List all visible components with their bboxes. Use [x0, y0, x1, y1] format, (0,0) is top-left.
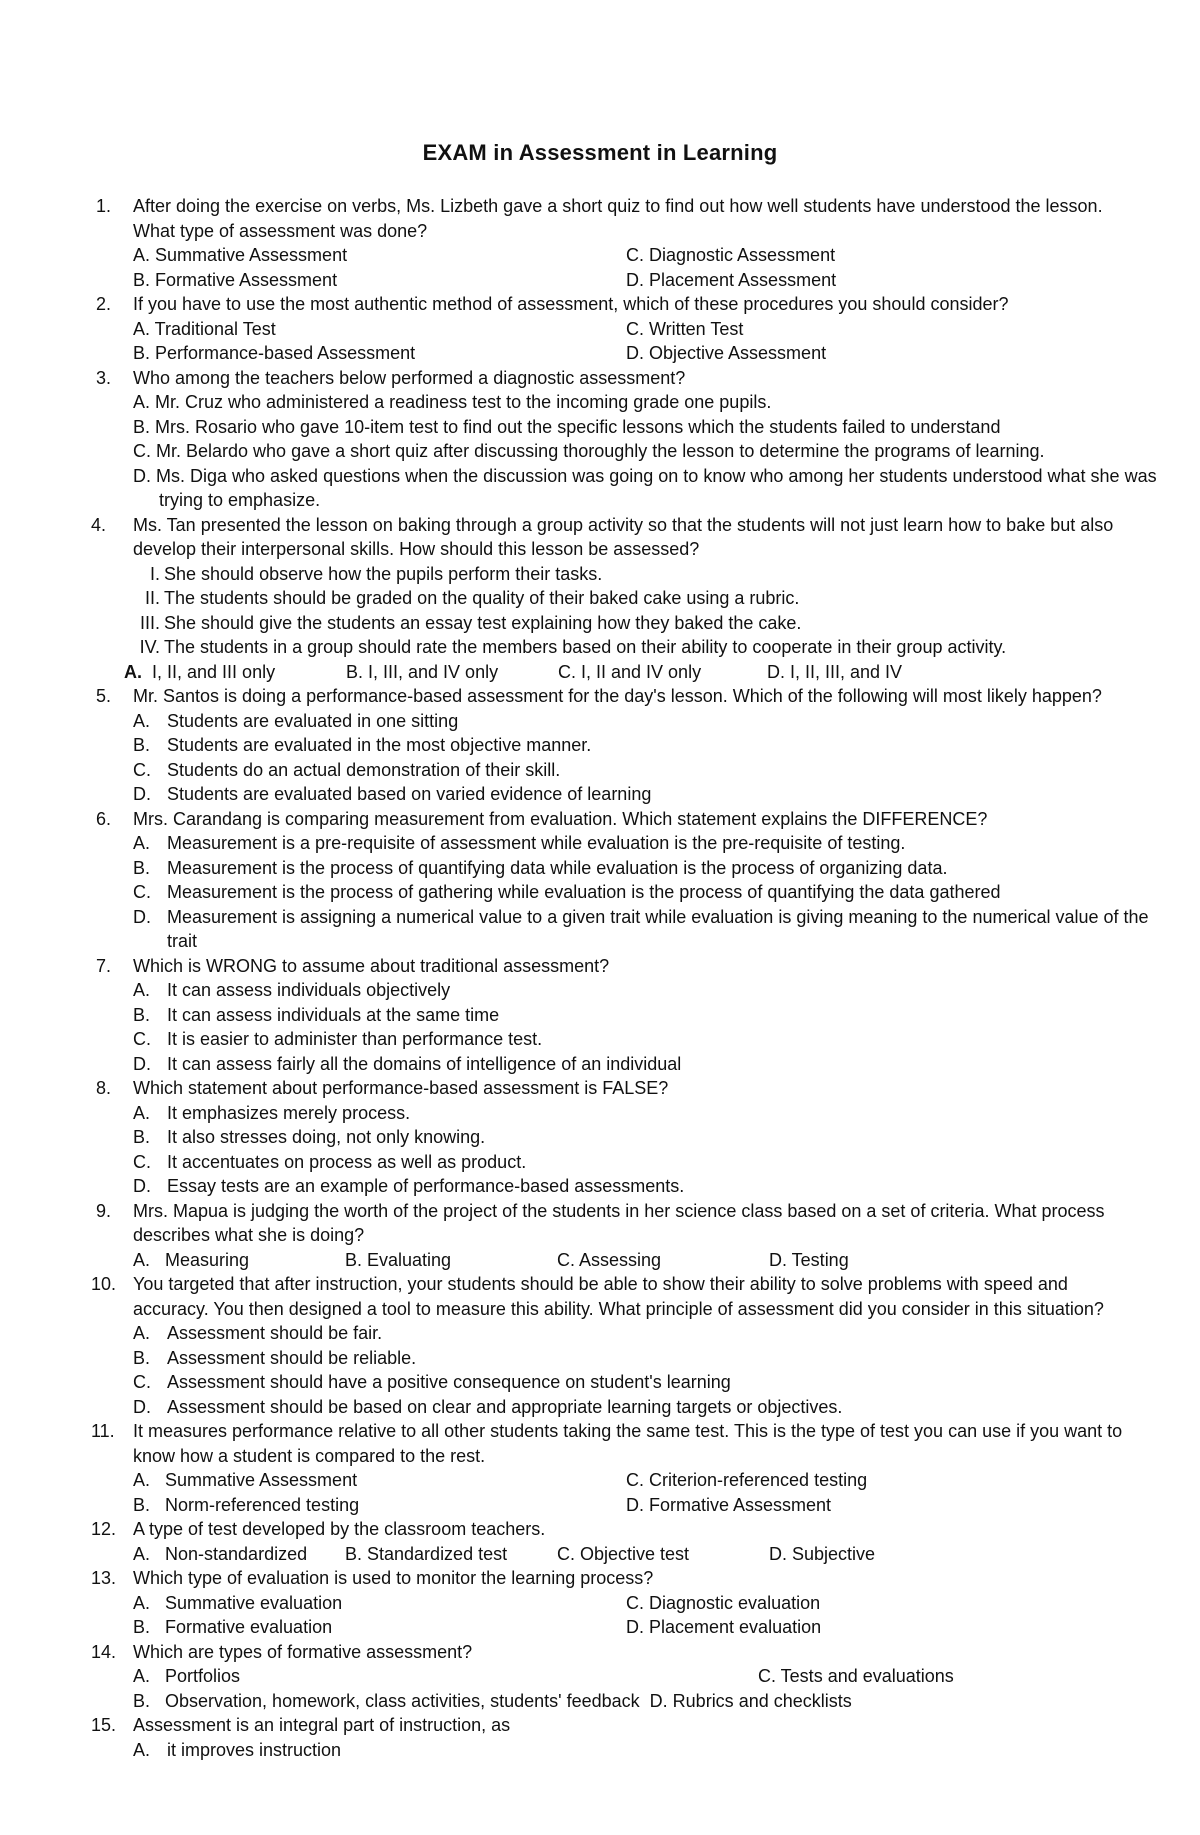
options-row: [133, 1664, 1200, 1689]
option-d: [133, 1052, 1200, 1077]
question-text: A type of test developed by the classroom teachers.: [133, 1519, 546, 1539]
option-label: B.: [133, 1347, 151, 1368]
option-text: It is easier to administer than performance test.: [167, 1029, 543, 1049]
question-text: Which statement about performance-based assessment is FALSE?: [133, 1078, 669, 1098]
question-text: After doing the exercise on verbs, Ms. Lizbeth gave a short quiz to find out how well students have understood the lesson. What type of assessment was done?: [133, 196, 1103, 241]
option-c: C. Objective test: [557, 1543, 690, 1564]
option-d: D. Placement Assessment: [626, 269, 837, 290]
options-row: [133, 341, 1200, 366]
question-4: [0, 513, 1200, 685]
roman-item: [0, 586, 1200, 611]
option-b: [133, 1125, 1200, 1150]
option-d: D. Objective Assessment: [626, 343, 827, 363]
option-a: A. Summative Assessment: [133, 1470, 358, 1490]
question-number: 6.: [96, 808, 112, 829]
option-c: C. Tests and evaluations: [758, 1666, 954, 1686]
option-text: Students are evaluated in the most objective manner.: [167, 735, 592, 755]
question-11: [0, 1419, 1200, 1517]
question-14: [0, 1640, 1200, 1714]
question-list: [0, 194, 1200, 1762]
option-a: A. Summative evaluation: [133, 1592, 343, 1613]
question-number: 9.: [96, 1200, 112, 1221]
option-label: D.: [133, 784, 151, 804]
option-d: D. Testing: [769, 1249, 849, 1270]
option-label: C.: [133, 759, 151, 780]
roman-label: II.: [144, 588, 160, 608]
question-7: [0, 954, 1200, 1077]
option-b: [133, 1346, 1200, 1371]
options-row: [133, 243, 1200, 268]
option-label: C.: [133, 1372, 151, 1392]
roman-text: She should observe how the pupils perform their tasks.: [164, 563, 603, 584]
option-label: D.: [133, 1053, 151, 1074]
question-number: 8.: [96, 1078, 112, 1098]
option-text: It can assess individuals objectively: [167, 980, 451, 1000]
option-d: [133, 782, 1200, 807]
question-number: 3.: [96, 367, 112, 388]
question-8: [0, 1076, 1200, 1199]
question-number: 2.: [96, 294, 112, 314]
option-c: C. Mr. Belardo who gave a short quiz after discussing thoroughly the lesson to determine the programs of learning.: [133, 441, 1045, 461]
option-c: [133, 1150, 1200, 1175]
question-number: 11.: [91, 1421, 115, 1441]
option-text: Students do an actual demonstration of their skill.: [167, 759, 561, 780]
options-row: [124, 660, 1200, 685]
option-c: C. Criterion-referenced testing: [626, 1470, 868, 1490]
question-number: 7.: [96, 955, 112, 976]
option-c: [133, 1370, 1200, 1395]
option-text: It can assess fairly all the domains of intelligence of an individual: [167, 1053, 682, 1074]
options-row: [133, 1248, 1200, 1273]
question-number: 12.: [91, 1519, 117, 1539]
question-number: 13.: [91, 1568, 117, 1588]
roman-item: [0, 635, 1200, 660]
option-d: D. Placement evaluation: [626, 1617, 822, 1637]
option-a: A. Measuring: [133, 1249, 250, 1270]
option-label: B.: [133, 857, 151, 878]
option-b: B. Formative evaluation: [133, 1617, 333, 1637]
question-5: [0, 684, 1200, 807]
option-text: Measurement is the process of gathering while evaluation is the process of quantifying the data gathered: [167, 882, 1001, 902]
option-a: [133, 831, 1200, 856]
question-text: Mrs. Mapua is judging the worth of the project of the students in her science class based on a set of criteria. What process describes what she is doing?: [133, 1200, 1105, 1245]
option-a: [133, 709, 1200, 734]
question-number: 5.: [96, 686, 112, 706]
option-text: Measurement is the process of quantifying data while evaluation is the process of organizing data.: [167, 857, 948, 878]
option-label: B.: [133, 735, 151, 755]
roman-item: [0, 611, 1200, 636]
question-number: 1.: [96, 196, 112, 216]
option-text: It also stresses doing, not only knowing.: [167, 1127, 486, 1147]
option-text: Assessment should have a positive consequence on student's learning: [167, 1372, 731, 1392]
roman-text: The students in a group should rate the members based on their ability to cooperate in their group activity.: [164, 637, 1007, 657]
option-text: Students are evaluated in one sitting: [167, 710, 459, 731]
option-d: D. I, II, III, and IV: [767, 661, 903, 682]
option-label: D.: [133, 1396, 151, 1417]
option-a: A. Portfolios: [133, 1666, 241, 1686]
option-c: C. Written Test: [626, 318, 744, 339]
option-a-label: A.: [124, 661, 142, 682]
roman-text: The students should be graded on the quality of their baked cake using a rubric.: [164, 588, 800, 608]
option-b: B. Performance-based Assessment: [133, 343, 416, 363]
question-number: 10.: [91, 1274, 117, 1294]
question-text: You targeted that after instruction, your students should be able to show their ability to solve problems with speed and accuracy. You then designed a tool to measure this ability. What principle of assessment did you consider in this situation?: [133, 1274, 1104, 1319]
option-b: B. Mrs. Rosario who gave 10-item test to find out the specific lessons which the students failed to understand: [133, 416, 1001, 437]
options-row: [133, 268, 1200, 293]
option-c: C. Assessing: [557, 1249, 662, 1270]
options-row: [133, 1468, 1200, 1493]
option-b: B. I, III, and IV only: [346, 661, 499, 682]
option-b: B. Evaluating: [345, 1249, 452, 1270]
option-label: B.: [133, 1004, 151, 1025]
option-d: D. Formative Assessment: [626, 1494, 832, 1515]
question-1: [0, 194, 1200, 292]
question-3: [0, 366, 1200, 513]
question-text: Assessment is an integral part of instruction, as: [133, 1715, 511, 1735]
question-text: If you have to use the most authentic method of assessment, which of these procedures you should consider?: [133, 294, 1009, 314]
option-a: [124, 660, 346, 685]
option-a: A. Summative Assessment: [133, 245, 348, 265]
option-label: D.: [133, 1176, 151, 1196]
option-label: A.: [133, 1323, 151, 1343]
roman-label: IV.: [139, 637, 160, 657]
option-b: B. Norm-referenced testing: [133, 1494, 360, 1515]
option-d: D. Ms. Diga who asked questions when the discussion was going on to know who among her students understood what she was trying to emphasize.: [133, 465, 1157, 510]
question-15: [0, 1713, 1200, 1762]
option-b: [133, 856, 1200, 881]
option-c: [133, 1027, 1200, 1052]
option-d: D. Subjective: [769, 1543, 876, 1564]
option-b: [133, 1003, 1200, 1028]
option-text: Assessment should be fair.: [167, 1323, 383, 1343]
option-c: C. Diagnostic Assessment: [626, 245, 836, 265]
options-row: [133, 1542, 1200, 1567]
option-a: [133, 1738, 1200, 1763]
option-text: Assessment should be reliable.: [167, 1347, 417, 1368]
roman-text: She should give the students an essay test explaining how they baked the cake.: [164, 612, 802, 633]
question-6: [0, 807, 1200, 954]
option-a: [133, 1101, 1200, 1126]
option-d: [133, 905, 1200, 954]
question-number: 4.: [91, 514, 107, 535]
question-text: Which type of evaluation is used to monitor the learning process?: [133, 1568, 654, 1588]
option-b: B. Formative Assessment: [133, 269, 338, 290]
option-label: A.: [133, 710, 151, 731]
option-a: [133, 1321, 1200, 1346]
option-a: [133, 978, 1200, 1003]
option-b: B. Standardized test: [345, 1543, 508, 1564]
question-12: [0, 1517, 1200, 1566]
option-text: Measurement is a pre-requisite of assessment while evaluation is the pre-requisite of testing.: [167, 833, 906, 853]
options-row: [133, 1615, 1200, 1640]
question-13: [0, 1566, 1200, 1640]
option-b: B. Observation, homework, class activities, students' feedback: [133, 1690, 640, 1711]
roman-label: I.: [149, 563, 160, 584]
options-row: [133, 317, 1200, 342]
option-text: it improves instruction: [167, 1739, 342, 1760]
question-9: [0, 1199, 1200, 1273]
roman-item: [0, 562, 1200, 587]
options-row: [133, 1689, 1200, 1714]
question-10: [0, 1272, 1200, 1419]
options-row: [133, 1493, 1200, 1518]
question-text: Who among the teachers below performed a diagnostic assessment?: [133, 367, 686, 388]
option-text: Students are evaluated based on varied evidence of learning: [167, 784, 652, 804]
page-title: EXAM in Assessment in Learning: [422, 140, 778, 165]
option-text: Measurement is assigning a numerical value to a given trait while evaluation is giving meaning to the numerical value of the trait: [167, 906, 1149, 951]
option-text: It can assess individuals at the same time: [167, 1004, 500, 1025]
option-b: [133, 733, 1200, 758]
question-2: [0, 292, 1200, 366]
option-label: A.: [133, 980, 151, 1000]
option-label: C.: [133, 1029, 151, 1049]
question-text: Ms. Tan presented the lesson on baking through a group activity so that the students will not just learn how to bake but also develop their interpersonal skills. How should this lesson be assessed?: [133, 514, 1114, 559]
question-text: Which is WRONG to assume about traditional assessment?: [133, 955, 610, 976]
option-label: C.: [133, 1151, 151, 1172]
option-c: C. I, II and IV only: [558, 661, 702, 682]
option-a-text: I, II, and III only: [152, 661, 276, 682]
question-number: 14.: [91, 1641, 117, 1662]
option-text: It accentuates on process as well as product.: [167, 1151, 527, 1172]
option-label: A.: [133, 1739, 151, 1760]
option-a: A. Mr. Cruz who administered a readiness test to the incoming grade one pupils.: [133, 392, 772, 412]
option-d: [133, 1174, 1200, 1199]
option-text: Essay tests are an example of performance-based assessments.: [167, 1176, 685, 1196]
option-d: [133, 1395, 1200, 1420]
option-text: Assessment should be based on clear and appropriate learning targets or objectives.: [167, 1396, 843, 1417]
option-a: A. Non-standardized: [133, 1543, 308, 1564]
roman-label: III.: [139, 612, 160, 633]
question-text: Mr. Santos is doing a performance-based assessment for the day's lesson. Which of the following will most likely happen?: [133, 686, 1102, 706]
option-label: D.: [133, 906, 151, 927]
option-text: It emphasizes merely process.: [167, 1102, 411, 1123]
options-row: [133, 1591, 1200, 1616]
question-number: 15.: [91, 1715, 117, 1735]
option-c: C. Diagnostic evaluation: [626, 1592, 821, 1613]
question-text: Mrs. Carandang is comparing measurement from evaluation. Which statement explains the DIFFERENCE?: [133, 808, 988, 829]
option-c: [133, 880, 1200, 905]
option-c: [133, 758, 1200, 783]
question-text: It measures performance relative to all other students taking the same test. This is the type of test you can use if you want to know how a student is compared to the rest.: [133, 1421, 1123, 1466]
option-label: B.: [133, 1127, 151, 1147]
question-text: Which are types of formative assessment?: [133, 1641, 473, 1662]
option-label: A.: [133, 1102, 151, 1123]
option-d: D. Rubrics and checklists: [649, 1690, 852, 1711]
option-a: A. Traditional Test: [133, 318, 276, 339]
option-label: C.: [133, 882, 151, 902]
option-label: A.: [133, 833, 151, 853]
